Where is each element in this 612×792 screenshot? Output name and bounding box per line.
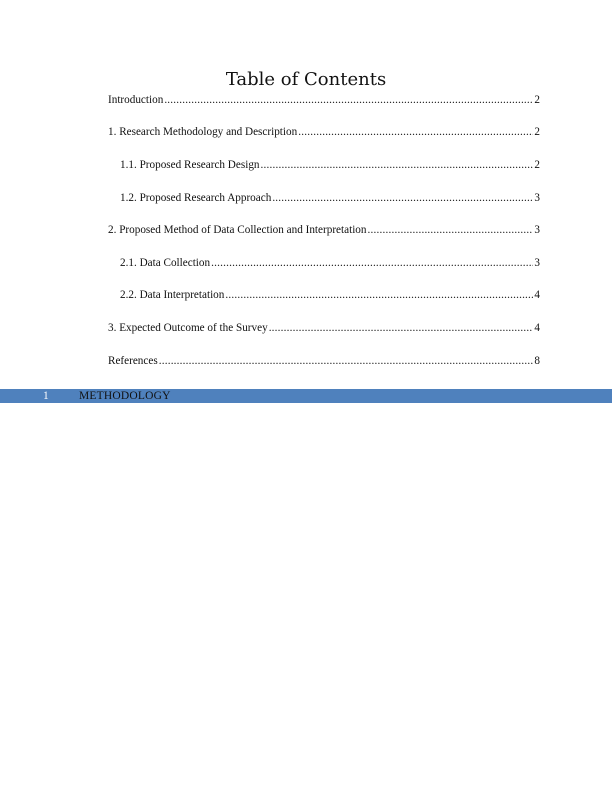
dot-leader xyxy=(164,93,533,107)
toc-page-number: 3 xyxy=(534,257,540,269)
dot-leader xyxy=(269,321,534,335)
toc-page-number: 3 xyxy=(534,192,540,204)
toc-entry-data-collection[interactable] xyxy=(120,256,540,270)
dot-leader xyxy=(159,354,534,368)
toc-entry-text: 2. Proposed Method of Data Collection and Interpretation xyxy=(108,224,367,236)
toc-entry-text: 1. Research Methodology and Description xyxy=(108,126,298,138)
toc-entry-text: 1.1. Proposed Research Design xyxy=(120,159,260,171)
dot-leader xyxy=(211,256,533,270)
toc-page-number: 8 xyxy=(534,355,540,367)
toc-entry-text: 2.2. Data Interpretation xyxy=(120,289,225,301)
dot-leader xyxy=(272,191,533,205)
toc-entry-references[interactable] xyxy=(108,354,540,368)
table-of-contents xyxy=(0,0,612,380)
toc-page-number: 3 xyxy=(534,224,540,236)
header-page-number: 1 xyxy=(43,390,49,402)
toc-entry-data-interpretation[interactable] xyxy=(120,288,540,302)
toc-page-number: 4 xyxy=(534,289,540,301)
toc-page-number: 2 xyxy=(534,94,540,106)
dot-leader xyxy=(261,158,534,172)
toc-entry-text: Introduction xyxy=(108,94,164,106)
dot-leader xyxy=(368,223,534,237)
toc-entry-research-methodology[interactable] xyxy=(108,125,540,139)
toc-entry-research-design[interactable] xyxy=(120,158,540,172)
toc-entry-text: 3. Expected Outcome of the Survey xyxy=(108,322,268,334)
toc-entry-text: 1.2. Proposed Research Approach xyxy=(120,192,272,204)
toc-entry-text: 2.1. Data Collection xyxy=(120,257,211,269)
running-header-title: METHODOLOGY xyxy=(79,390,171,402)
toc-page-number: 4 xyxy=(534,322,540,334)
toc-page-number: 2 xyxy=(534,126,540,138)
toc-entry-research-approach[interactable] xyxy=(120,191,540,205)
toc-entry-introduction[interactable] xyxy=(108,93,540,107)
toc-entry-text: References xyxy=(108,355,158,367)
toc-entry-data-collection-method[interactable] xyxy=(108,223,540,237)
toc-page-number: 2 xyxy=(534,159,540,171)
dot-leader xyxy=(298,125,533,139)
toc-title: Table of Contents xyxy=(225,69,387,90)
toc-entry-expected-outcome[interactable] xyxy=(108,321,540,335)
dot-leader xyxy=(225,288,533,302)
